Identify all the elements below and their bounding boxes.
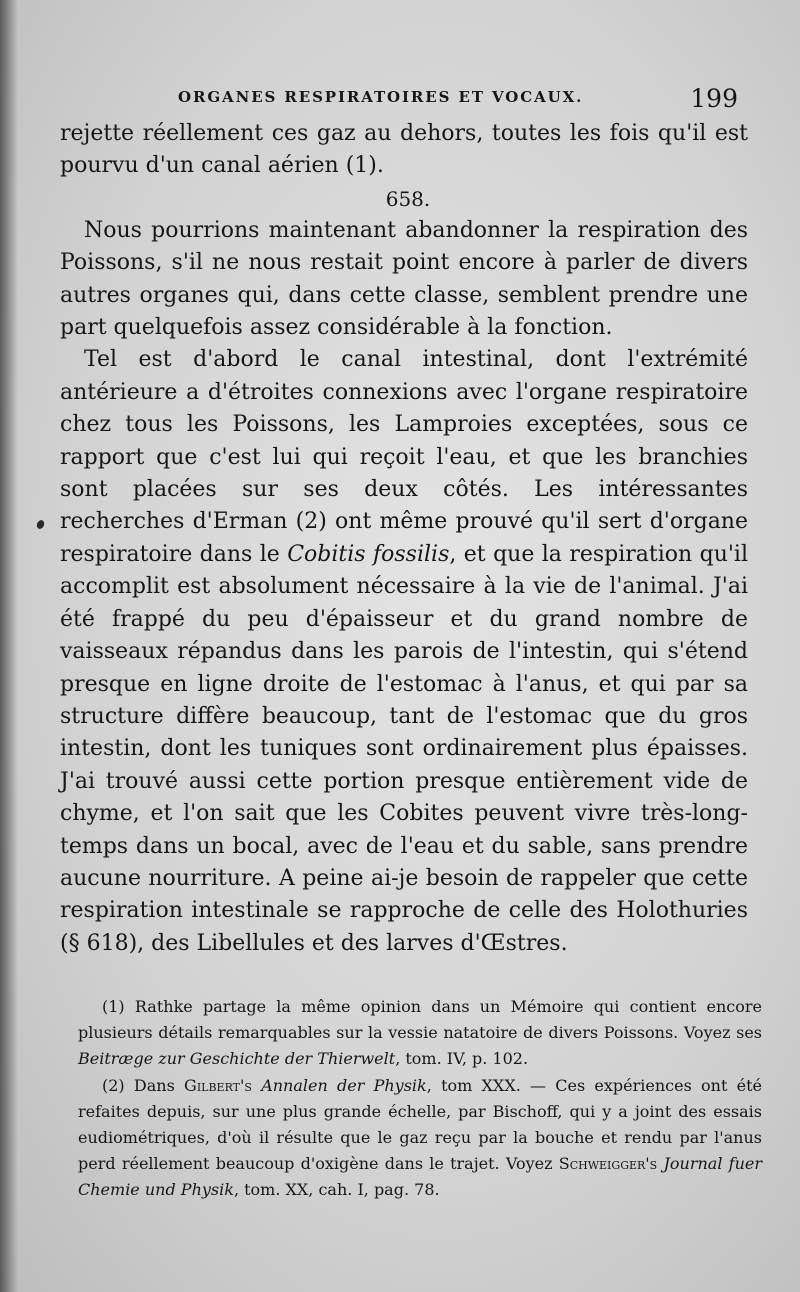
section-number: 658. xyxy=(385,186,431,211)
footnote-2 xyxy=(78,1073,762,1204)
footnote-2-author-b: Schweigger's xyxy=(558,1154,658,1174)
footnote-2-text-b: , tom XXX. — Ces expériences ont été refaites depuis, sur une plus grande échelle, par Bischoff, qui y a joint des essais eudiométriques, d'où il résulte que le gaz reçu par la bouche et rendu par l'anus perd réellement beaucoup d'oxigène dans le trajet. Voyez xyxy=(78,1075,763,1174)
page-number: 199 xyxy=(690,84,738,113)
footnote-1-text: (1) Rathke partage la même opinion dans un Mémoire qui contient encore plusieurs détails remarquables sur la vessie natatoire de divers Poissons. Voyez ses xyxy=(78,997,762,1043)
marginal-ink-mark xyxy=(35,519,45,530)
paragraph-2 xyxy=(60,344,748,960)
footnote-2-title-b: Journal fuer Chemie und Physik xyxy=(78,1154,762,1200)
footnote-1-title: Beitræge zur Geschichte der Thierwelt xyxy=(78,1049,396,1069)
footnote-2-end: , tom. XX, cah. I, pag. 78. xyxy=(233,1180,440,1200)
binding-shadow xyxy=(0,0,18,1292)
footnote-2-title-a: Annalen der Physik xyxy=(261,1075,427,1095)
species-name: Cobitis fossilis xyxy=(287,541,450,567)
paragraph-2-text-a: Tel est d'abord le canal intestinal, dont l'extrémité antérieure a d'étroites connexions avec l'organe respiratoire chez tous les Poissons, les Lamproies exceptées, sous ce rapport que c'est lui qui reçoit l'eau, et que les branchies sont placées sur ses deux côtés. Les intéressantes recherches d'Erman (2) ont même prouvé qu'il sert d'organe respiratoire dans le xyxy=(60,347,748,567)
footnote-1 xyxy=(78,994,762,1073)
footnote-2-author-a: Gilbert's xyxy=(184,1075,252,1095)
page-header xyxy=(178,84,738,114)
footnotes xyxy=(78,994,762,1204)
paragraph-2-text-b: , et que la respiration qu'il accomplit est absolument nécessaire à la vie de l'animal. J'ai été frappé du peu d'épaisseur et du grand nombre de vaisseaux répandus dans les parois de l'intestin, qui s'étend presque en ligne droite de l'estomac à l'anus, et qui par sa structure diffère beaucoup, tant de l'estomac que du gros intestin, dont les tuniques sont ordinairement plus épaisses. J'ai trouvé aussi cette portion presque entièrement vide de chyme, et l'on sait que les Cobites peuvent vivre très-long-temps dans un bocal, avec de l'eau et du sable, sans prendre aucune nourriture. A peine ai-je besoin de rappeler que cette respiration intestinale se rapproche de celle des Holothuries (§ 618), des Libellules et des larves d'Œstres. xyxy=(60,541,748,956)
paragraph-1: Nous pourrions maintenant abandonner la respiration des Poissons, s'il ne nous restait point encore à parler de divers autres organes qui, dans cette classe, semblent prendre une part quelquefois assez considérable à la fonction. xyxy=(60,217,748,341)
running-title: ORGANES RESPIRATOIRES ET VOCAUX. xyxy=(178,88,584,106)
footnote-1-end: , tom. IV, p. 102. xyxy=(395,1049,529,1069)
main-text xyxy=(60,118,748,960)
footnote-2-text-a: (2) Dans xyxy=(102,1075,185,1095)
opening-paragraph: rejette réellement ces gaz au dehors, toutes les fois qu'il est pourvu d'un canal aérien (1). xyxy=(60,121,748,179)
